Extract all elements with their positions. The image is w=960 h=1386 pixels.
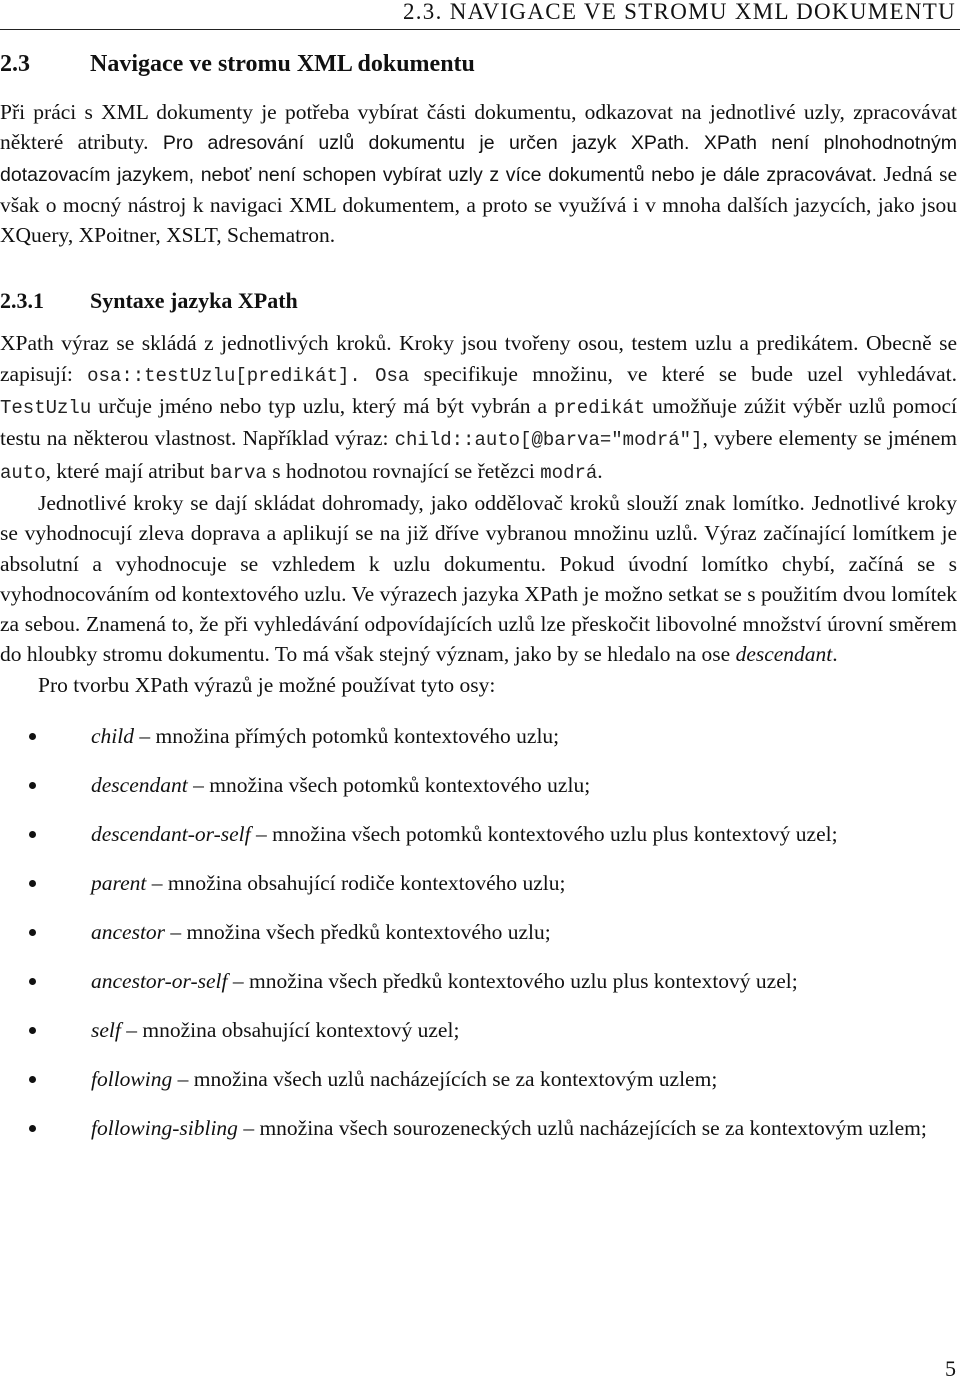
intro-paragraph (0, 97, 957, 250)
axis-list-item (0, 770, 957, 800)
axis-list-item (0, 1113, 957, 1143)
code-modra: modrá (540, 461, 598, 484)
axis-list-item (0, 868, 957, 898)
axis-name: following (91, 1066, 173, 1091)
axis-name: following-sibling (91, 1115, 238, 1140)
axis-name: self (91, 1017, 121, 1042)
syntax-text: . (597, 458, 603, 483)
page-number: 5 (945, 1356, 956, 1381)
steps-text: . (832, 642, 838, 667)
axis-name: ancestor-or-self (91, 968, 228, 993)
axis-description: – množina všech předků kontextového uzlu; (165, 919, 551, 944)
bullet-icon (29, 831, 36, 838)
page-content (0, 47, 957, 1162)
axis-description: – množina všech sourozeneckých uzlů nacházejících se za kontextovým uzlem; (237, 1115, 927, 1140)
intro-text-3: Jedná se však o mocný nástroj k navigaci XML dokumentem, a proto se využívá i v mnoha dalších jazycích, jako jsou XQuery, XPoitner, XSLT, Schematron. (0, 161, 957, 248)
axis-description: – množina obsahující rodiče kontextového uzlu; (146, 871, 566, 895)
code-testuzlu: TestUzlu (0, 397, 92, 420)
syntax-paragraph (0, 328, 957, 487)
axis-description: – množina všech potomků kontextového uzlu; (187, 773, 591, 798)
code-auto: auto (0, 461, 46, 484)
bullet-icon (29, 978, 36, 985)
bullet-icon (29, 782, 36, 789)
axis-name: descendant-or-self (91, 822, 251, 847)
syntax-text: s hodnotou rovnající se řetězci (266, 458, 541, 483)
code-example-expression: child::auto[@barva="modrá"] (394, 429, 703, 452)
axis-description: – množina všech uzlů nacházejících se za kontextovým uzlem; (172, 1066, 718, 1091)
syntax-text: , vybere elementy se jménem (702, 426, 957, 451)
steps-paragraph (0, 488, 957, 670)
axis-description: – množina všech potomků kontextového uzlu plus kontextový uzel; (250, 822, 838, 847)
section-title: Navigace ve stromu XML dokumentu (90, 51, 475, 77)
subsection-title: Syntaxe jazyka XPath (90, 288, 298, 314)
axis-name: child (91, 724, 134, 749)
subsection-number: 2.3.1 (0, 288, 44, 314)
intro-text-1: Při práci s XML dokumenty je potřeba vybírat části dokumentu, odkazovat na jednotlivé uzly, zpracovávat některé atributy. (0, 100, 957, 155)
axis-list-item (0, 819, 957, 849)
syntax-text: specifikuje množinu, ve které se bude uzel vyhledávat. (409, 361, 957, 386)
section-heading (0, 47, 957, 81)
axis-description: – množina všech předků kontextového uzlu plus kontextový uzel; (227, 968, 798, 993)
header-rule (0, 29, 960, 30)
bullet-icon (29, 1076, 36, 1083)
section-number: 2.3 (0, 51, 30, 77)
steps-emphasis: descendant (735, 642, 833, 667)
axis-list-item (0, 1064, 957, 1094)
code-predikat: predikát (553, 397, 646, 420)
bullet-icon (29, 880, 36, 887)
code-barva: barva (209, 461, 267, 484)
code-osa: Osa (375, 364, 410, 387)
syntax-text: XPath výraz se skládá z jednotlivých kroků. Kroky jsou tvořeny osou, testem uzlu a predikátem. Obecně se zapisují: (0, 331, 957, 386)
axis-name: descendant (91, 773, 188, 798)
bullet-icon (29, 929, 36, 936)
steps-text: Jednotlivé kroky se dají skládat dohromady, jako oddělovač kroků slouží znak lomítko. Jednotlivé kroky se vyhodnocují zleva doprava a aplikují se na již dříve vybranou množinu uzlů. Výraz začínající lomítkem je absolutní a vyhodnocuje se vzhledem k uzlu dokumentu. Pokud úvodní lomítko chybí, začíná se s vyhodnocováním od kontextového uzlu. Ve výrazech jazyka XPath je možno setkat se s použitím dvou lomítek za sebou. Znamená to, že při vyhledávání odpovídajících uzlů lze přeskočit libovolné množství úrovní směrem do hloubky stromu dokumentu. To má však stejný význam, jako by se hledalo na ose (0, 490, 957, 667)
syntax-text (361, 362, 375, 386)
axis-name: ancestor (91, 919, 166, 944)
axes-intro: Pro tvorbu XPath výrazů je možné používat tyto osy: (38, 672, 496, 697)
axis-list-item (0, 966, 957, 996)
syntax-text: umožňuje zúžit výběr uzlů pomocí testu na některou vlastnost. Například výraz: (0, 394, 957, 451)
bullet-icon (29, 1125, 36, 1132)
axis-description: – množina obsahující kontextový uzel; (120, 1017, 460, 1042)
bullet-icon (29, 1027, 36, 1034)
bullet-icon (29, 733, 36, 740)
subsection-heading (0, 286, 957, 316)
intro-text-2: Pro adresování uzlů dokumentu je určen jazyk XPath. XPath není plnohodnotným dotazovacím jazykem, neboť není schopen vybírat uzly z více dokumentů nebo je dále zpracovávat. (0, 132, 957, 186)
axis-list-item (0, 917, 957, 947)
code-axis-syntax: osa::testUzlu[predikát]. (87, 364, 361, 387)
syntax-text: určuje jméno nebo typ uzlu, který má být vybrán a (91, 394, 554, 419)
axis-list-item (0, 1015, 957, 1045)
axis-description: – množina přímých potomků kontextového uzlu; (134, 724, 560, 749)
axes-list (0, 721, 957, 1143)
running-header: 2.3. NAVIGACE VE STROMU XML DOKUMENTU (402, 0, 956, 24)
axis-name: parent (91, 871, 147, 895)
axis-list-item (0, 721, 957, 751)
syntax-text: , které mají atribut (45, 458, 210, 483)
